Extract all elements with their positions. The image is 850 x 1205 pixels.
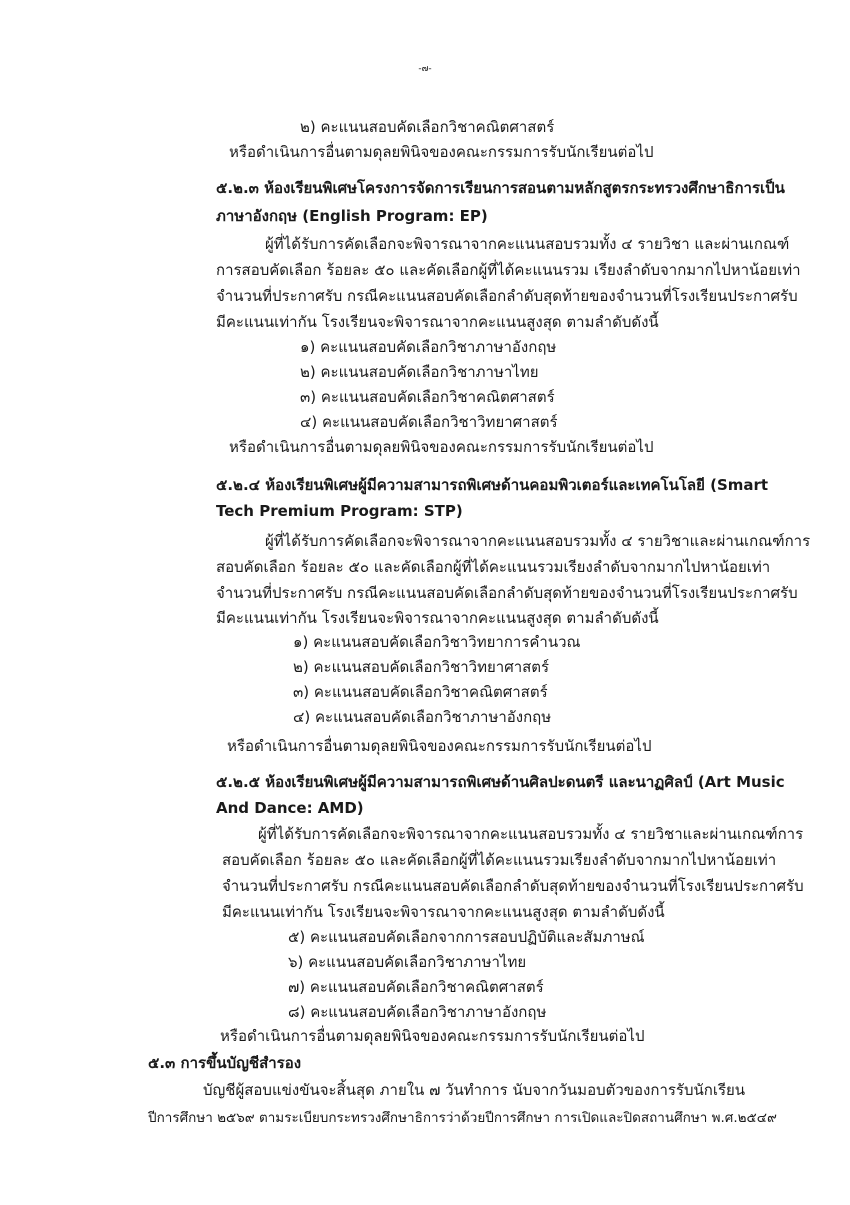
- ep-list-item: ๓) คะแนนสอบคัดเลือกวิชาคณิตศาสตร์: [300, 388, 555, 406]
- amd-list-item: ๕) คะแนนสอบคัดเลือกจากการสอบปฏิบัติและสัมภาษณ์: [288, 928, 645, 946]
- amd-list-item: ๖) คะแนนสอบคัดเลือกวิชาภาษาไทย: [288, 953, 527, 971]
- amd-paragraph-line: มีคะแนนเท่ากัน โรงเรียนจะพิจารณาจากคะแนนสูงสุด ตามลำดับดังนี้: [222, 903, 665, 921]
- ep-closing: หรือดำเนินการอื่นตามดุลยพินิจของคณะกรรมการรับนักเรียนต่อไป: [229, 438, 654, 456]
- amd-paragraph-line: สอบคัดเลือก ร้อยละ ๕๐ และคัดเลือกผู้ที่ได้คะแนนรวมเรียงลำดับจากมากไปหาน้อยเท่า: [222, 851, 777, 869]
- ep-list-item: ๑) คะแนนสอบคัดเลือกวิชาภาษาอังกฤษ: [300, 338, 557, 356]
- intro-closing: หรือดำเนินการอื่นตามดุลยพินิจของคณะกรรมการรับนักเรียนต่อไป: [229, 143, 654, 161]
- stp-list-item: ๒) คะแนนสอบคัดเลือกวิชาวิทยาศาสตร์: [293, 658, 550, 676]
- stp-paragraph-line: สอบคัดเลือก ร้อยละ ๕๐ และคัดเลือกผู้ที่ได้คะแนนรวมเรียงลำดับจากมากไปหาน้อยเท่า: [216, 558, 771, 576]
- ep-paragraph-line: ผู้ที่ได้รับการคัดเลือกจะพิจารณาจากคะแนนสอบรวมทั้ง ๔ รายวิชา และผ่านเกณฑ์: [265, 235, 790, 253]
- stp-closing: หรือดำเนินการอื่นตามดุลยพินิจของคณะกรรมการรับนักเรียนต่อไป: [227, 737, 652, 755]
- amd-paragraph-line: ผู้ที่ได้รับการคัดเลือกจะพิจารณาจากคะแนนสอบรวมทั้ง ๔ รายวิชาและผ่านเกณฑ์การ: [258, 825, 804, 843]
- reserve-paragraph-line: บัญชีผู้สอบแข่งขันจะสิ้นสุด ภายใน ๗ วันทำการ นับจากวันมอบตัวของการรับนักเรียน: [203, 1081, 746, 1099]
- stp-list-item: ๔) คะแนนสอบคัดเลือกวิชาภาษาอังกฤษ: [293, 708, 552, 726]
- amd-list-item: ๗) คะแนนสอบคัดเลือกวิชาคณิตศาสตร์: [288, 978, 544, 996]
- amd-heading-line-2: And Dance: AMD): [216, 799, 364, 817]
- ep-list-item: ๒) คะแนนสอบคัดเลือกวิชาภาษาไทย: [300, 363, 539, 381]
- ep-paragraph-line: การสอบคัดเลือก ร้อยละ ๕๐ และคัดเลือกผู้ที่ได้คะแนนรวม เรียงลำดับจากมากไปหาน้อยเท่า: [216, 261, 801, 279]
- amd-list-item: ๘) คะแนนสอบคัดเลือกวิชาภาษาอังกฤษ: [288, 1003, 547, 1021]
- stp-paragraph-line: จำนวนที่ประกาศรับ กรณีคะแนนสอบคัดเลือกลำดับสุดท้ายของจำนวนที่โรงเรียนประกาศรับ: [216, 584, 798, 602]
- amd-heading-line-1: ๕.๒.๕ ห้องเรียนพิเศษผู้มีความสามารถพิเศษด้านศิลปะดนตรี และนาฏศิลป์ (Art Music: [216, 773, 785, 791]
- stp-heading-line-2: Tech Premium Program: STP): [216, 502, 463, 520]
- ep-heading-line-2: ภาษาอังกฤษ (English Program: EP): [216, 207, 488, 225]
- ep-list-item: ๔) คะแนนสอบคัดเลือกวิชาวิทยาศาสตร์: [300, 413, 558, 431]
- stp-list-item: ๓) คะแนนสอบคัดเลือกวิชาคณิตศาสตร์: [293, 683, 548, 701]
- page-number: -๗-: [418, 64, 432, 74]
- stp-paragraph-line: ผู้ที่ได้รับการคัดเลือกจะพิจารณาจากคะแนนสอบรวมทั้ง ๔ รายวิชาและผ่านเกณฑ์การ: [265, 532, 811, 550]
- reserve-heading: ๕.๓ การขึ้นบัญชีสำรอง: [148, 1054, 302, 1072]
- ep-paragraph-line: จำนวนที่ประกาศรับ กรณีคะแนนสอบคัดเลือกลำดับสุดท้ายของจำนวนที่โรงเรียนประกาศรับ: [216, 287, 798, 305]
- stp-heading-line-1: ๕.๒.๔ ห้องเรียนพิเศษผู้มีความสามารถพิเศษด้านคอมพิวเตอร์และเทคโนโลยี (Smart: [216, 476, 769, 494]
- amd-paragraph-line: จำนวนที่ประกาศรับ กรณีคะแนนสอบคัดเลือกลำดับสุดท้ายของจำนวนที่โรงเรียนประกาศรับ: [222, 877, 804, 895]
- stp-list-item: ๑) คะแนนสอบคัดเลือกวิชาวิทยาการคำนวณ: [293, 633, 581, 651]
- ep-paragraph-line: มีคะแนนเท่ากัน โรงเรียนจะพิจารณาจากคะแนนสูงสุด ตามลำดับดังนี้: [216, 313, 659, 331]
- amd-closing: หรือดำเนินการอื่นตามดุลยพินิจของคณะกรรมการรับนักเรียนต่อไป: [220, 1027, 645, 1045]
- stp-paragraph-line: มีคะแนนเท่ากัน โรงเรียนจะพิจารณาจากคะแนนสูงสุด ตามลำดับดังนี้: [216, 609, 659, 627]
- reserve-paragraph-line: ปีการศึกษา ๒๕๖๙ ตามระเบียบกระทรวงศึกษาธิการว่าด้วยปีการศึกษา การเปิดและปิดสถานศึกษา พ.ศ.๒๕๔๙: [148, 1110, 777, 1126]
- intro-list-item: ๒) คะแนนสอบคัดเลือกวิชาคณิตศาสตร์: [300, 118, 555, 136]
- ep-heading-line-1: ๕.๒.๓ ห้องเรียนพิเศษโครงการจัดการเรียนการสอนตามหลักสูตรกระทรวงศึกษาธิการเป็น: [216, 179, 785, 197]
